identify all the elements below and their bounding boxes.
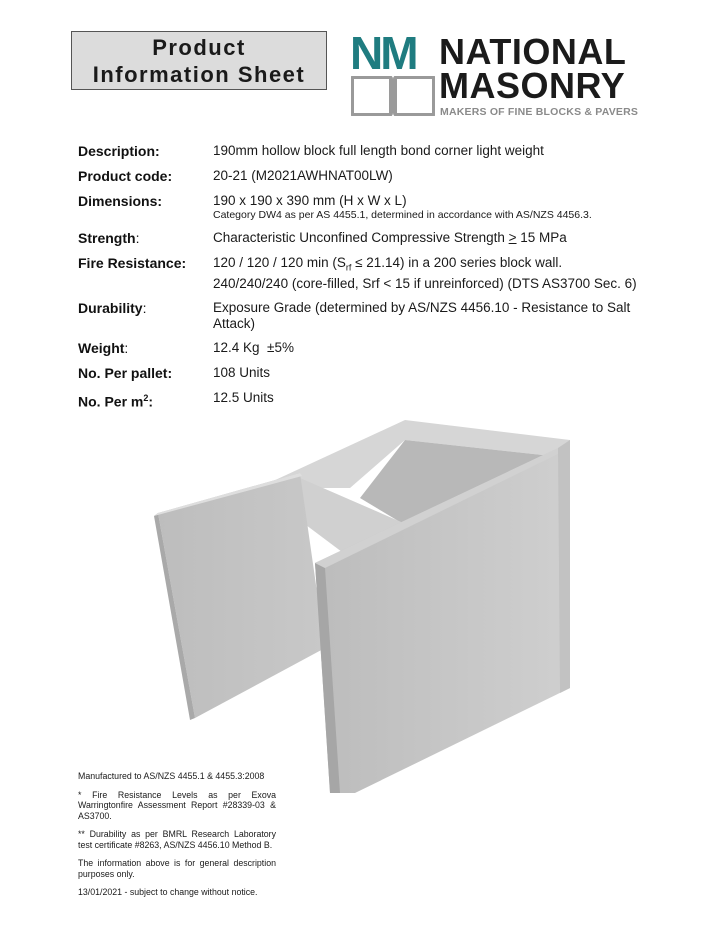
dimensions-value-block [213, 193, 592, 222]
logo-mark: NM [350, 27, 416, 79]
weight-value: 12.4 Kg ±5% [213, 339, 294, 355]
per-m2-label-prefix: No. Per m [78, 393, 144, 410]
per-m2-label [78, 390, 213, 411]
per-m2-label-suffix: : [148, 393, 154, 410]
description-value: 190mm hollow block full length bond corner light weight [213, 143, 544, 158]
per-pallet-value: 108 Units [213, 364, 271, 380]
logo-name-national: NATIONAL [439, 31, 627, 72]
fire-resistance-value [213, 255, 637, 292]
spec-row-fire-resistance [78, 255, 658, 292]
per-m2-label-sup: 2 [143, 392, 149, 403]
fire-line1-sub: rf [345, 262, 352, 273]
strength-colon: : [135, 230, 140, 246]
strength-value-suffix: 15 MPa [516, 230, 567, 245]
durability-label: Durability [78, 299, 143, 316]
spec-row-per-m2 [78, 390, 658, 411]
note-date: 13/01/2021 - subject to change without notice. [78, 887, 258, 897]
title-line-2: Information Sheet [92, 61, 306, 87]
spec-row-per-pallet [78, 365, 658, 382]
spec-row-description [78, 143, 658, 160]
strength-value-prefix: Characteristic Unconfined Compressive Strength [213, 230, 509, 245]
description-label: Description: [78, 143, 160, 159]
durability-value: Exposure Grade (determined by AS/NZS 4456.10 - Resistance to Salt Attack) [213, 299, 631, 331]
dimensions-value: 190 x 190 x 390 mm (H x W x L) [213, 193, 407, 208]
product-code-value: 20-21 (M2021AWHNAT00LW) [213, 168, 393, 183]
spec-row-durability [78, 300, 658, 332]
strength-symbol: > [508, 230, 517, 245]
title-line-1: Product [152, 34, 246, 60]
fire-line1-prefix: 120 / 120 / 120 min (S [213, 255, 346, 270]
weight-colon: : [124, 339, 129, 356]
specification-list [78, 143, 658, 418]
note-general: The information above is for general description purposes only. [78, 858, 276, 879]
weight-label: Weight [78, 339, 125, 356]
logo-tagline: MAKERS OF FINE BLOCKS & PAVERS [440, 106, 639, 118]
spec-row-strength [78, 230, 658, 247]
national-masonry-logo [350, 27, 650, 122]
spec-row-weight [78, 340, 658, 357]
durability-colon: : [142, 299, 147, 316]
per-m2-value: 12.5 Units [213, 389, 274, 405]
strength-label: Strength [78, 230, 136, 246]
fire-resistance-label: Fire Resistance: [78, 255, 187, 271]
fire-line1-suffix: ≤ 21.14) in a 200 series block wall. [351, 255, 563, 270]
strength-value [213, 230, 567, 247]
note-durability: ** Durability as per BMRL Research Laboratory test certificate #8263, AS/NZS 4456.10 Method B. [78, 829, 276, 850]
logo-blocks-icon [351, 76, 435, 116]
product-information-title [71, 31, 327, 90]
dimensions-label: Dimensions: [78, 193, 163, 209]
spec-row-dimensions [78, 193, 658, 222]
weight-label-block [78, 340, 213, 357]
strength-label-block [78, 230, 213, 247]
product-code-label: Product code: [78, 168, 173, 184]
spec-row-product-code [78, 168, 658, 185]
note-manufactured: Manufactured to AS/NZS 4455.1 & 4455.3:2008 [78, 771, 265, 781]
durability-label-block [78, 300, 213, 332]
per-pallet-label: No. Per pallet: [78, 364, 173, 381]
note-fire-resistance: * Fire Resistance Levels as per Exova Warringtonfire Assessment Report #28339-03 & AS3700. [78, 789, 276, 821]
dimensions-note: Category DW4 as per AS 4455.1, determined in accordance with AS/NZS 4456.3. [213, 209, 592, 221]
logo-name-masonry: MASONRY [439, 65, 626, 106]
fire-line2: 240/240/240 (core-filled, Srf < 15 if unreinforced) (DTS AS3700 Sec. 6) [213, 275, 637, 291]
footer-notes [78, 771, 276, 906]
block-product-photo [150, 418, 575, 793]
